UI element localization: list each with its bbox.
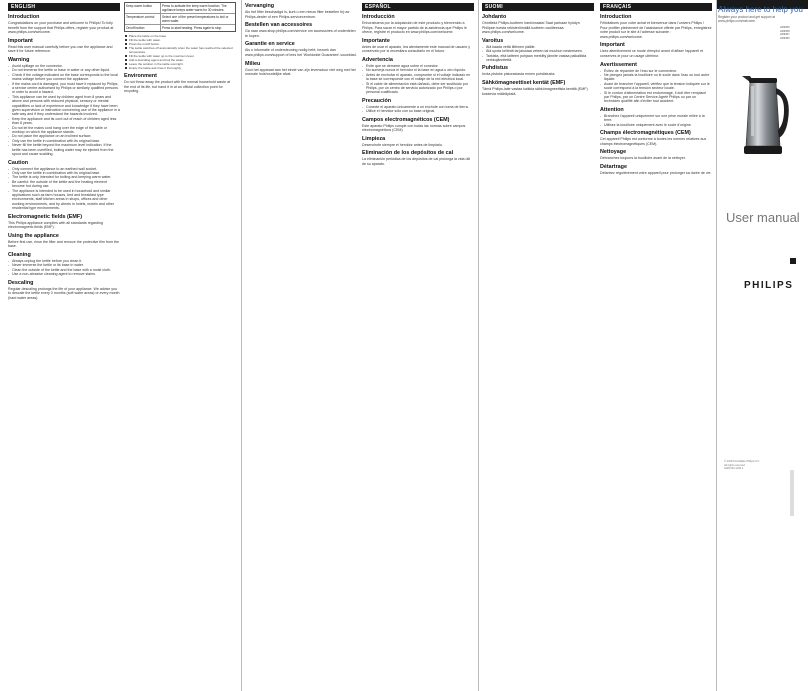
- warning-item: - Älä kaada vettä liittimen päälle.: [482, 45, 594, 49]
- warning-item: - Evite que se derrame agua sobre el conector.: [362, 64, 474, 68]
- text-limpieza: Desenchufe siempre el hervidor antes de limpiarlo.: [362, 142, 443, 147]
- heading-descalcificacion: Eliminación de los depósitos de cal: [362, 150, 454, 157]
- page-english: [8, 0, 120, 691]
- table-row: [125, 25, 235, 31]
- heading-cem-fr: Champs électromagnétiques (CEM): [600, 130, 691, 137]
- cleaning-item: - Use a non-abrasive cleaning agent to remove stains.: [8, 272, 120, 276]
- warning-item: - Ne plongez jamais la bouilloire ou le socle dans l'eau ou tout autre liquide.: [600, 73, 712, 82]
- text-introduction-fr: Félicitations pour votre achat et bienvenue dans l'univers Philips ! Pour profiter pleinement de l'assistance offerte par Philips, enregistrez votre produit sur le site à l'adresse suivante : www.philips.com/welcome.: [600, 21, 712, 39]
- warning-item: - Avant de brancher l'appareil, vérifiez que la tension indiquée sur le socle correspond à la tension secteur locale.: [600, 82, 712, 91]
- text-introduccion: Enhorabuena por la adquisición de este producto y bienvenido a Philips. Para sacar el mayor partido de la asistencia que Philips le ofrece, registre el producto en www.philips.com/welcome.: [362, 21, 467, 35]
- warning-item: - Si le cordon d'alimentation est endommagé, il doit être remplacé par Philips, par un Centre Service Agréé Philips ou par un technicien qualifié afin d'éviter tout accident.: [600, 91, 712, 104]
- dutch-section-text: Ga naar www.shop.philips.com/service om accessoires of onderdelen te kopen.: [245, 29, 356, 38]
- model-number: HD9358: [780, 29, 790, 33]
- heading-descaling: Descaling: [8, 279, 34, 286]
- cleaning-item: - Clean the outside of the kettle and the base with a moist cloth.: [8, 268, 120, 272]
- page-espanol: [362, 0, 474, 691]
- dutch-section-heading: Vervanging: [245, 3, 275, 9]
- page-francais: [600, 0, 712, 691]
- warning-item: - Do not place the appliance on an inclined surface.: [8, 134, 120, 138]
- dutch-section-heading: Garantie en service: [245, 41, 295, 48]
- heading-cleaning: Cleaning: [8, 251, 31, 258]
- heading-puhdistus: Puhdistus: [482, 65, 509, 72]
- heading-emf-fi: Sähkömagneettiset kentät (EMF): [482, 80, 566, 86]
- heading-advertencia: Advertencia: [362, 56, 393, 63]
- text-johdanto: Onnittelut Philips-tuotteen hankinnasta! Saat parhaan hyödyn Philipsin tuesta rekisteröimällä tuotteen osoitteessa www.philips.com/welcome.: [482, 21, 580, 35]
- table-cell-control: Temperature control: [125, 14, 161, 24]
- cleaning-item: - Always unplug the kettle before you clean it.: [8, 259, 120, 263]
- heading-important: Important: [8, 37, 33, 44]
- dutch-section-heading: Milieu: [245, 60, 261, 67]
- warning-item: - Antes de enchufar el aparato, compruebe si el voltaje indicado en la base se corresponde con el voltaje de la red eléctrica local.: [362, 73, 474, 82]
- dutch-section-text: Gooi het apparaat aan het einde van zijn levensduur niet weg met het normale huishoudelijke afval.: [245, 67, 356, 77]
- step-item: Fill the kettle with water.: [124, 38, 236, 42]
- side-bar: [790, 258, 796, 264]
- text-important: Read this user manual carefully before you use the appliance and save it for future reference.: [8, 44, 113, 54]
- text-using: Before first use, rinse the filter and remove the protective film from the base.: [8, 239, 120, 249]
- tagline: Always here to help you: [718, 5, 803, 14]
- dutch-section-text: Als het filter beschadigd is, kunt u een nieuw filter bestellen bij uw Philips-dealer of een Philips-servicecentrum.: [245, 10, 350, 19]
- caution-item: - Conecte el aparato únicamente a un enchufe con toma de tierra.: [362, 105, 474, 109]
- heading-limpieza: Limpieza: [362, 135, 386, 142]
- descale-step-item: Add a descaling agent and boil the water.: [124, 58, 236, 62]
- warning-item: - If the mains cord is damaged, you must have it replaced by Philips, a service centre authorised by Philips or similarly qualified persons in order to avoid a hazard.: [8, 82, 120, 95]
- heading-johdanto: Johdanto: [482, 14, 507, 20]
- heading-introduccion: Introducción: [362, 14, 395, 20]
- heading-introduction: Introduction: [8, 14, 40, 20]
- heading-precaucion: Precaución: [362, 97, 392, 104]
- table-cell-description: Select one of the preset temperatures to boil or warm water.: [162, 15, 229, 23]
- table-cell-description: Press to start heating. Press again to stop.: [162, 26, 223, 30]
- heading-cem-es: Campos electromagnéticos (CEM): [362, 116, 450, 123]
- model-number: HD9356: [780, 36, 790, 40]
- heading-attention: Attention: [600, 106, 624, 113]
- dutch-section-heading: Bestellen van accessoires: [245, 22, 313, 29]
- lang-header-espanol: ESPAÑOL: [362, 3, 474, 11]
- fine-print-line: © 2018 Koninklijke Philips N.V.: [724, 460, 760, 463]
- text-descalcificacion: La eliminación periódica de los depósitos de cal prolonga la vida útil de su aparato.: [362, 157, 471, 166]
- descale-step-item: Empty the kettle and rinse it thoroughly.: [124, 66, 236, 70]
- text-importante: Antes de usar el aparato, lea atentamente este manual de usuario y consérvelo por si necesitara consultarlo en el futuro.: [362, 44, 471, 54]
- caution-item: - The kettle is only intended for boiling and keeping warm water.: [8, 175, 120, 179]
- copyright-block: [724, 460, 759, 471]
- warning-item: - Évitez de répandre de l'eau sur le connecteur.: [600, 69, 712, 73]
- warning-item: - No sumerja nunca el hervidor ni la base en agua u otro líquido.: [362, 68, 474, 72]
- heading-nettoyage: Nettoyage: [600, 149, 627, 156]
- heading-varoitus: Varoitus: [482, 37, 504, 44]
- heading-importante: Importante: [362, 37, 390, 44]
- heading-avertissement: Avertissement: [600, 61, 637, 68]
- user-manual-title: User manual: [726, 210, 800, 225]
- warning-item: - Only use the kettle in combination with its original base.: [8, 139, 120, 143]
- text-introduction: Congratulations on your purchase and welcome to Philips! To fully benefit from the support that Philips offers, register your product at www.philips.com/welcome.: [8, 21, 114, 35]
- fold-line-2: [478, 0, 479, 691]
- heading-environment: Environment: [124, 73, 157, 79]
- fine-print-line: All rights reserved: [724, 463, 745, 467]
- model-number: HD9359: [780, 26, 790, 29]
- page-dutch: [245, 0, 357, 691]
- heading-detartrage: Détartrage: [600, 163, 627, 170]
- descale-step-item: Leave the solution in the kettle overnight.: [124, 62, 236, 66]
- warning-item: - Keep the appliance and its cord out of reach of children aged less than 8 years.: [8, 117, 120, 126]
- fine-print-line: 4239.001.1234.1: [724, 467, 744, 471]
- step-item: Place the kettle on the base.: [124, 34, 236, 38]
- page-suomi: [482, 0, 594, 691]
- cleaning-item: - Never immerse the kettle or its base in water.: [8, 263, 120, 267]
- caution-item: - The appliance is intended to be used in household and similar applications such as farm houses, bed and breakfast type environments, staff kitchen areas in shops, offices and other working environments, and by clients in hotels, motels and other residential type environments.: [8, 189, 120, 211]
- text-cem-es: Este aparato Philips cumple con todas las normas sobre campos electromagnéticos (CEM).: [362, 123, 466, 133]
- text-emf: This Philips appliance complies with all standards regarding electromagnetic fields (EMF).: [8, 220, 103, 230]
- caution-item: - Utilice el hervidor sólo con su base original.: [362, 109, 474, 113]
- page-english-2: [124, 0, 236, 691]
- warning-item: - Do not let the mains cord hang over the edge of the table or worktop on which the appliance stands.: [8, 126, 120, 135]
- lang-header-francais: FRANÇAIS: [600, 3, 712, 11]
- kettle-image: [736, 64, 794, 160]
- table-cell-control: On/off button: [125, 25, 161, 31]
- table-cell-control: Keep-warm button: [125, 3, 161, 13]
- warning-item: - Si el cable de alimentación está dañado, debe ser sustituido por Philips, por un centro de servicio autorizado por Philips o por personal cualificado.: [362, 82, 474, 95]
- heading-important-fr: Important: [600, 42, 625, 49]
- warning-item: - Älä upota keitintä tai jalustaa veteen tai muuhun nesteeseen.: [482, 49, 594, 53]
- philips-logo: PHILIPS: [744, 280, 794, 291]
- step-item: The kettle switches off automatically when the water has reached the selected temperature.: [124, 46, 236, 54]
- warning-item: - Check if the voltage indicated on the base corresponds to the local mains voltage before you connect the appliance.: [8, 73, 120, 82]
- heading-using: Using the appliance: [8, 232, 59, 239]
- text-environment: Do not throw away the product with the normal household waste at the end of its life, but hand it in at an official collection point for recycling.: [124, 80, 231, 94]
- caution-item: - Only use the kettle in combination with its original base.: [8, 171, 120, 175]
- caution-item: - Be careful: the outside of the kettle and the heating element become hot during use.: [8, 180, 120, 189]
- warning-item: - Do not immerse the kettle or base in water or any other liquid.: [8, 68, 120, 72]
- caution-item: - Branchez l'appareil uniquement sur une prise murale reliée à la terre.: [600, 114, 712, 123]
- text-important-fr: Lisez attentivement ce mode d'emploi avant d'utiliser l'appareil et conservez-le pour un usage ultérieur.: [600, 49, 704, 58]
- descale-step-item: Fill the kettle with water up to the maximum level.: [124, 54, 236, 58]
- caution-item: - Utilisez la bouilloire uniquement avec le socle d'origine.: [600, 123, 712, 127]
- heading-emf: Electromagnetic fields (EMF): [8, 213, 82, 220]
- table-row: [125, 14, 235, 25]
- lang-header-english: ENGLISH: [8, 3, 120, 11]
- table-row: [125, 3, 235, 14]
- heading-introduction-fr: Introduction: [600, 14, 632, 20]
- step-item: Press the on/off button.: [124, 42, 236, 46]
- dutch-section-text: Als u informatie of ondersteuning nodig hebt, bezoek dan www.philips.com/support of lees het 'Worldwide Guarantee'-vouwblad.: [245, 48, 357, 57]
- model-list: [780, 26, 790, 40]
- table-cell-description: Press to activate the keep warm function. The appliance keeps water warm for 30 minutes.: [162, 4, 227, 12]
- text-detartrage: Détartrez régulièrement votre appareil pour prolonger sa durée de vie.: [600, 170, 712, 175]
- register-line: Register your product and get support at www.philips.com/welcome: [718, 15, 776, 23]
- heading-caution: Caution: [8, 159, 29, 166]
- controls-table: [124, 2, 236, 32]
- text-descaling: Regular descaling prolongs the life of your appliance. We advise you to descale the kettle every 3 months (soft water areas) or every month (hard water areas).: [8, 286, 120, 300]
- warning-item: - This appliance can be used by children aged from 8 years and above and persons with reduced physical, sensory or mental capabilities or lack of experience and knowledge if they have been given supervision or instruction concerning use of the appliance in a safe way and if they understand the hazards involved.: [8, 95, 120, 117]
- fold-line-1: [241, 0, 242, 691]
- text-cem-fr: Cet appareil Philips est conforme à toutes les normes relatives aux champs électromagnétiques (CEM).: [600, 137, 707, 146]
- heading-warning: Warning: [8, 56, 30, 63]
- text-puhdistus: Irrota pistoke pistorasiasta ennen puhdistusta.: [482, 72, 556, 77]
- side-mark: [790, 470, 794, 516]
- model-number: HD9357: [780, 33, 790, 37]
- warning-item: - Tarkista, että laitteen pohjaan merkitty jännite vastaa paikallista verkkojännitettä.: [482, 54, 594, 63]
- warning-item: - Never fill the kettle beyond the maximum level indication. If the kettle has been overfilled, boiling water may be ejected from the spout and cause scalding.: [8, 143, 120, 156]
- text-nettoyage: Débranchez toujours la bouilloire avant de la nettoyer.: [600, 156, 686, 161]
- text-emf-fi: Tämä Philips-laite vastaa kaikkia sähkömagneettisia kenttiä (EMF) koskevia määräyksiä.: [482, 87, 588, 96]
- warning-item: - Avoid spillage on the connector.: [8, 64, 120, 68]
- lang-header-suomi: SUOMI: [482, 3, 594, 11]
- caution-item: - Only connect the appliance to an earthed wall socket.: [8, 167, 120, 171]
